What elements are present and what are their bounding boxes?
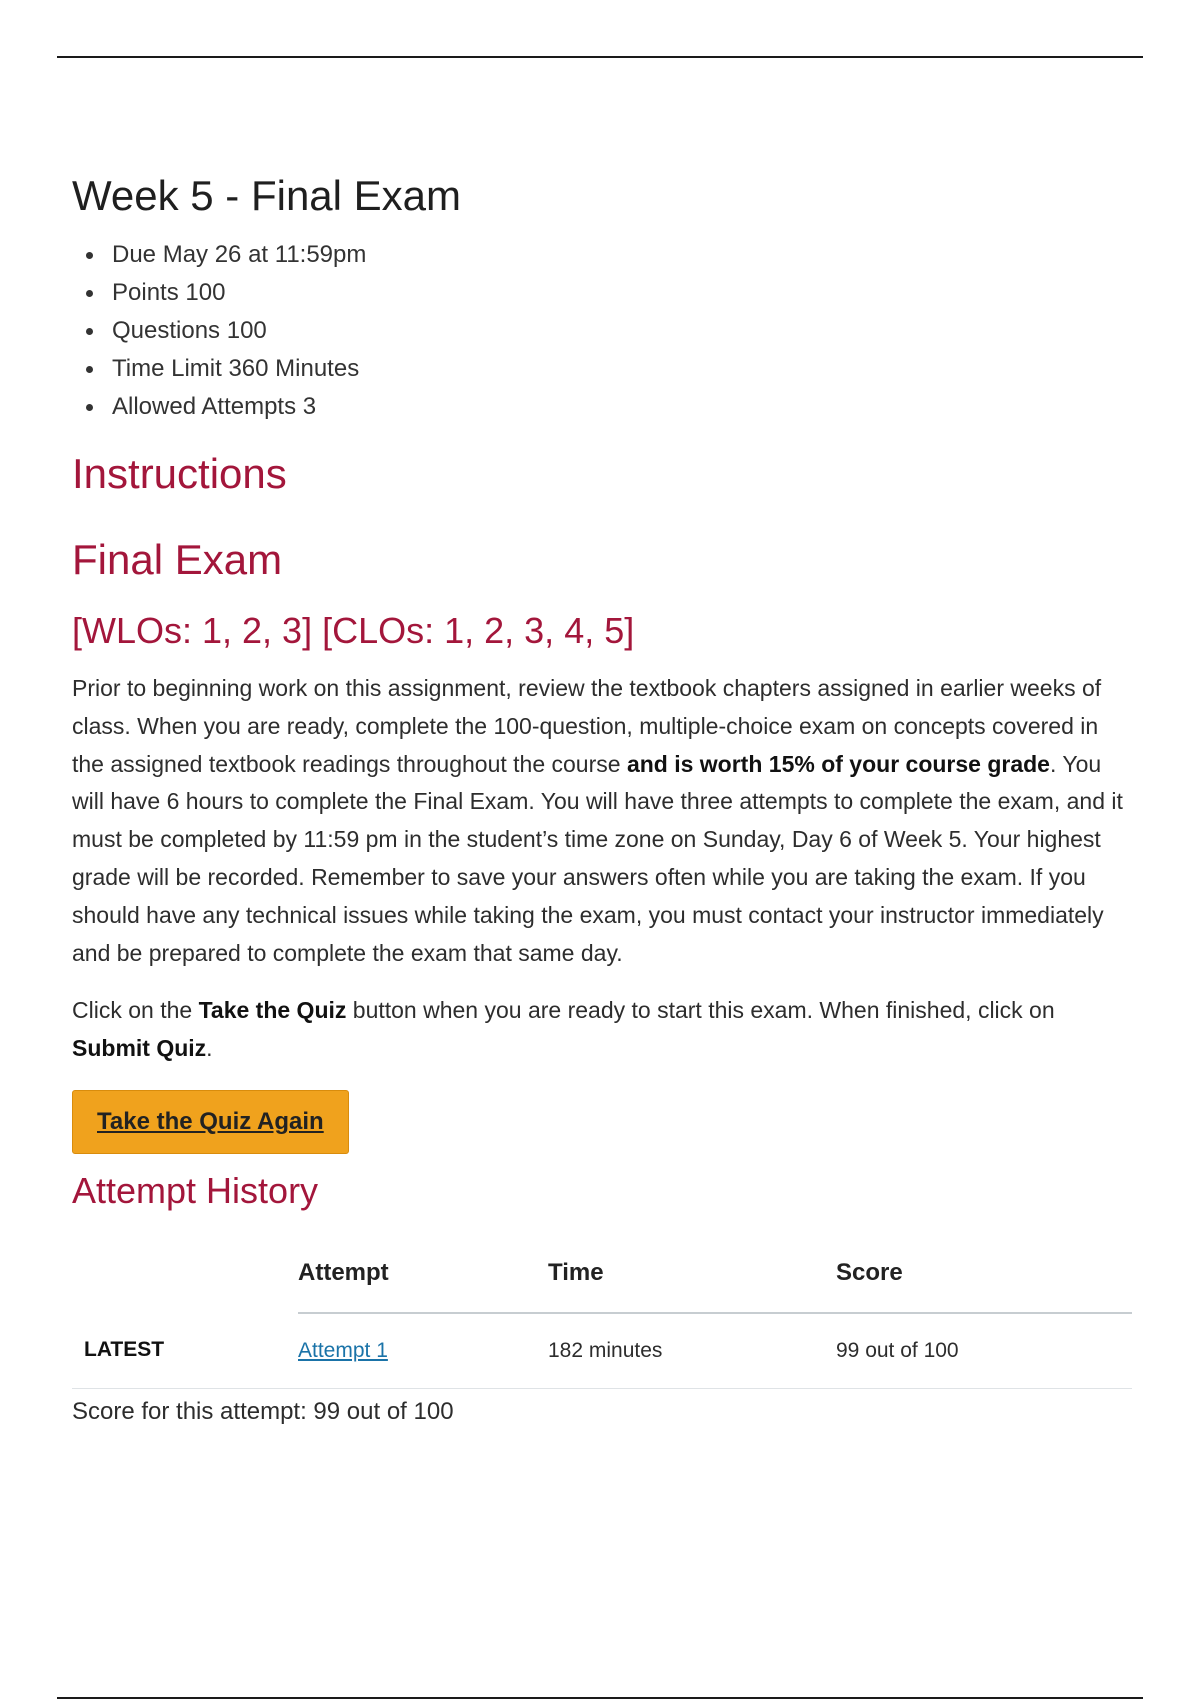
take-quiz-reference: Take the Quiz xyxy=(198,997,347,1024)
quiz-page xyxy=(72,170,1132,1431)
column-header-time: Time xyxy=(548,1234,836,1313)
table-header-row xyxy=(72,1234,1132,1313)
bottom-divider xyxy=(57,1697,1143,1699)
paragraph-text: . xyxy=(206,1035,213,1062)
score-cell: 99 out of 100 xyxy=(836,1313,1132,1389)
paragraph-text: button when you are ready to start this exam. When finished, click on xyxy=(346,997,1055,1024)
detail-due: Due May 26 at 11:59pm xyxy=(72,236,1132,274)
attempt-score-summary: Score for this attempt: 99 out of 100 xyxy=(72,1397,454,1425)
attempt-1-link[interactable]: Attempt 1 xyxy=(298,1338,388,1362)
column-header-tag xyxy=(72,1234,298,1313)
paragraph-text: . You will have 6 hours to complete the Final Exam. You will have three attempts to complete the exam, and it must be completed by 11:59 pm in the student’s time zone on Sunday, Day 6 of Week 5. Your highest grade will be recorded. Remember to save your answers often while you are taking the exam. If you should have any technical issues while taking the exam, you must contact your instructor immediately and be prepared to complete the exam that same day. xyxy=(72,750,1123,966)
take-quiz-again-button[interactable]: Take the Quiz Again xyxy=(72,1090,349,1154)
detail-allowed-attempts: Allowed Attempts 3 xyxy=(72,388,1132,426)
attempt-cell xyxy=(298,1313,548,1389)
learning-outcomes-heading: [WLOs: 1, 2, 3] [CLOs: 1, 2, 3, 4, 5] xyxy=(72,610,635,651)
attempt-history-heading: Attempt History xyxy=(72,1169,319,1211)
page-title: Week 5 - Final Exam xyxy=(72,172,462,219)
quiz-details-list xyxy=(72,236,1132,426)
time-cell: 182 minutes xyxy=(548,1313,836,1389)
submit-quiz-reference: Submit Quiz xyxy=(72,1035,207,1062)
table-row xyxy=(72,1313,1132,1389)
start-instructions-paragraph xyxy=(72,992,1132,1068)
column-header-score: Score xyxy=(836,1234,1132,1313)
grade-weight-text: and is worth 15% of your course grade xyxy=(626,750,1050,777)
paragraph-text: Click on the xyxy=(72,997,199,1024)
detail-time-limit: Time Limit 360 Minutes xyxy=(72,350,1132,388)
final-exam-heading: Final Exam xyxy=(72,536,283,583)
instructions-paragraph xyxy=(72,670,1132,972)
paragraph-text: Prior to beginning work on this assignment, review the textbook chapters assigned in earlier weeks of class. When you are ready, complete the 100-question, multiple-choice exam on concepts covered in the assigned textbook readings throughout the course xyxy=(72,675,1102,777)
attempt-history-table xyxy=(72,1234,1132,1389)
latest-tag: LATEST xyxy=(72,1313,298,1389)
detail-questions: Questions 100 xyxy=(72,312,1132,350)
column-header-attempt: Attempt xyxy=(298,1234,548,1313)
instructions-heading: Instructions xyxy=(72,450,287,497)
detail-points: Points 100 xyxy=(72,274,1132,312)
top-divider xyxy=(57,56,1143,58)
